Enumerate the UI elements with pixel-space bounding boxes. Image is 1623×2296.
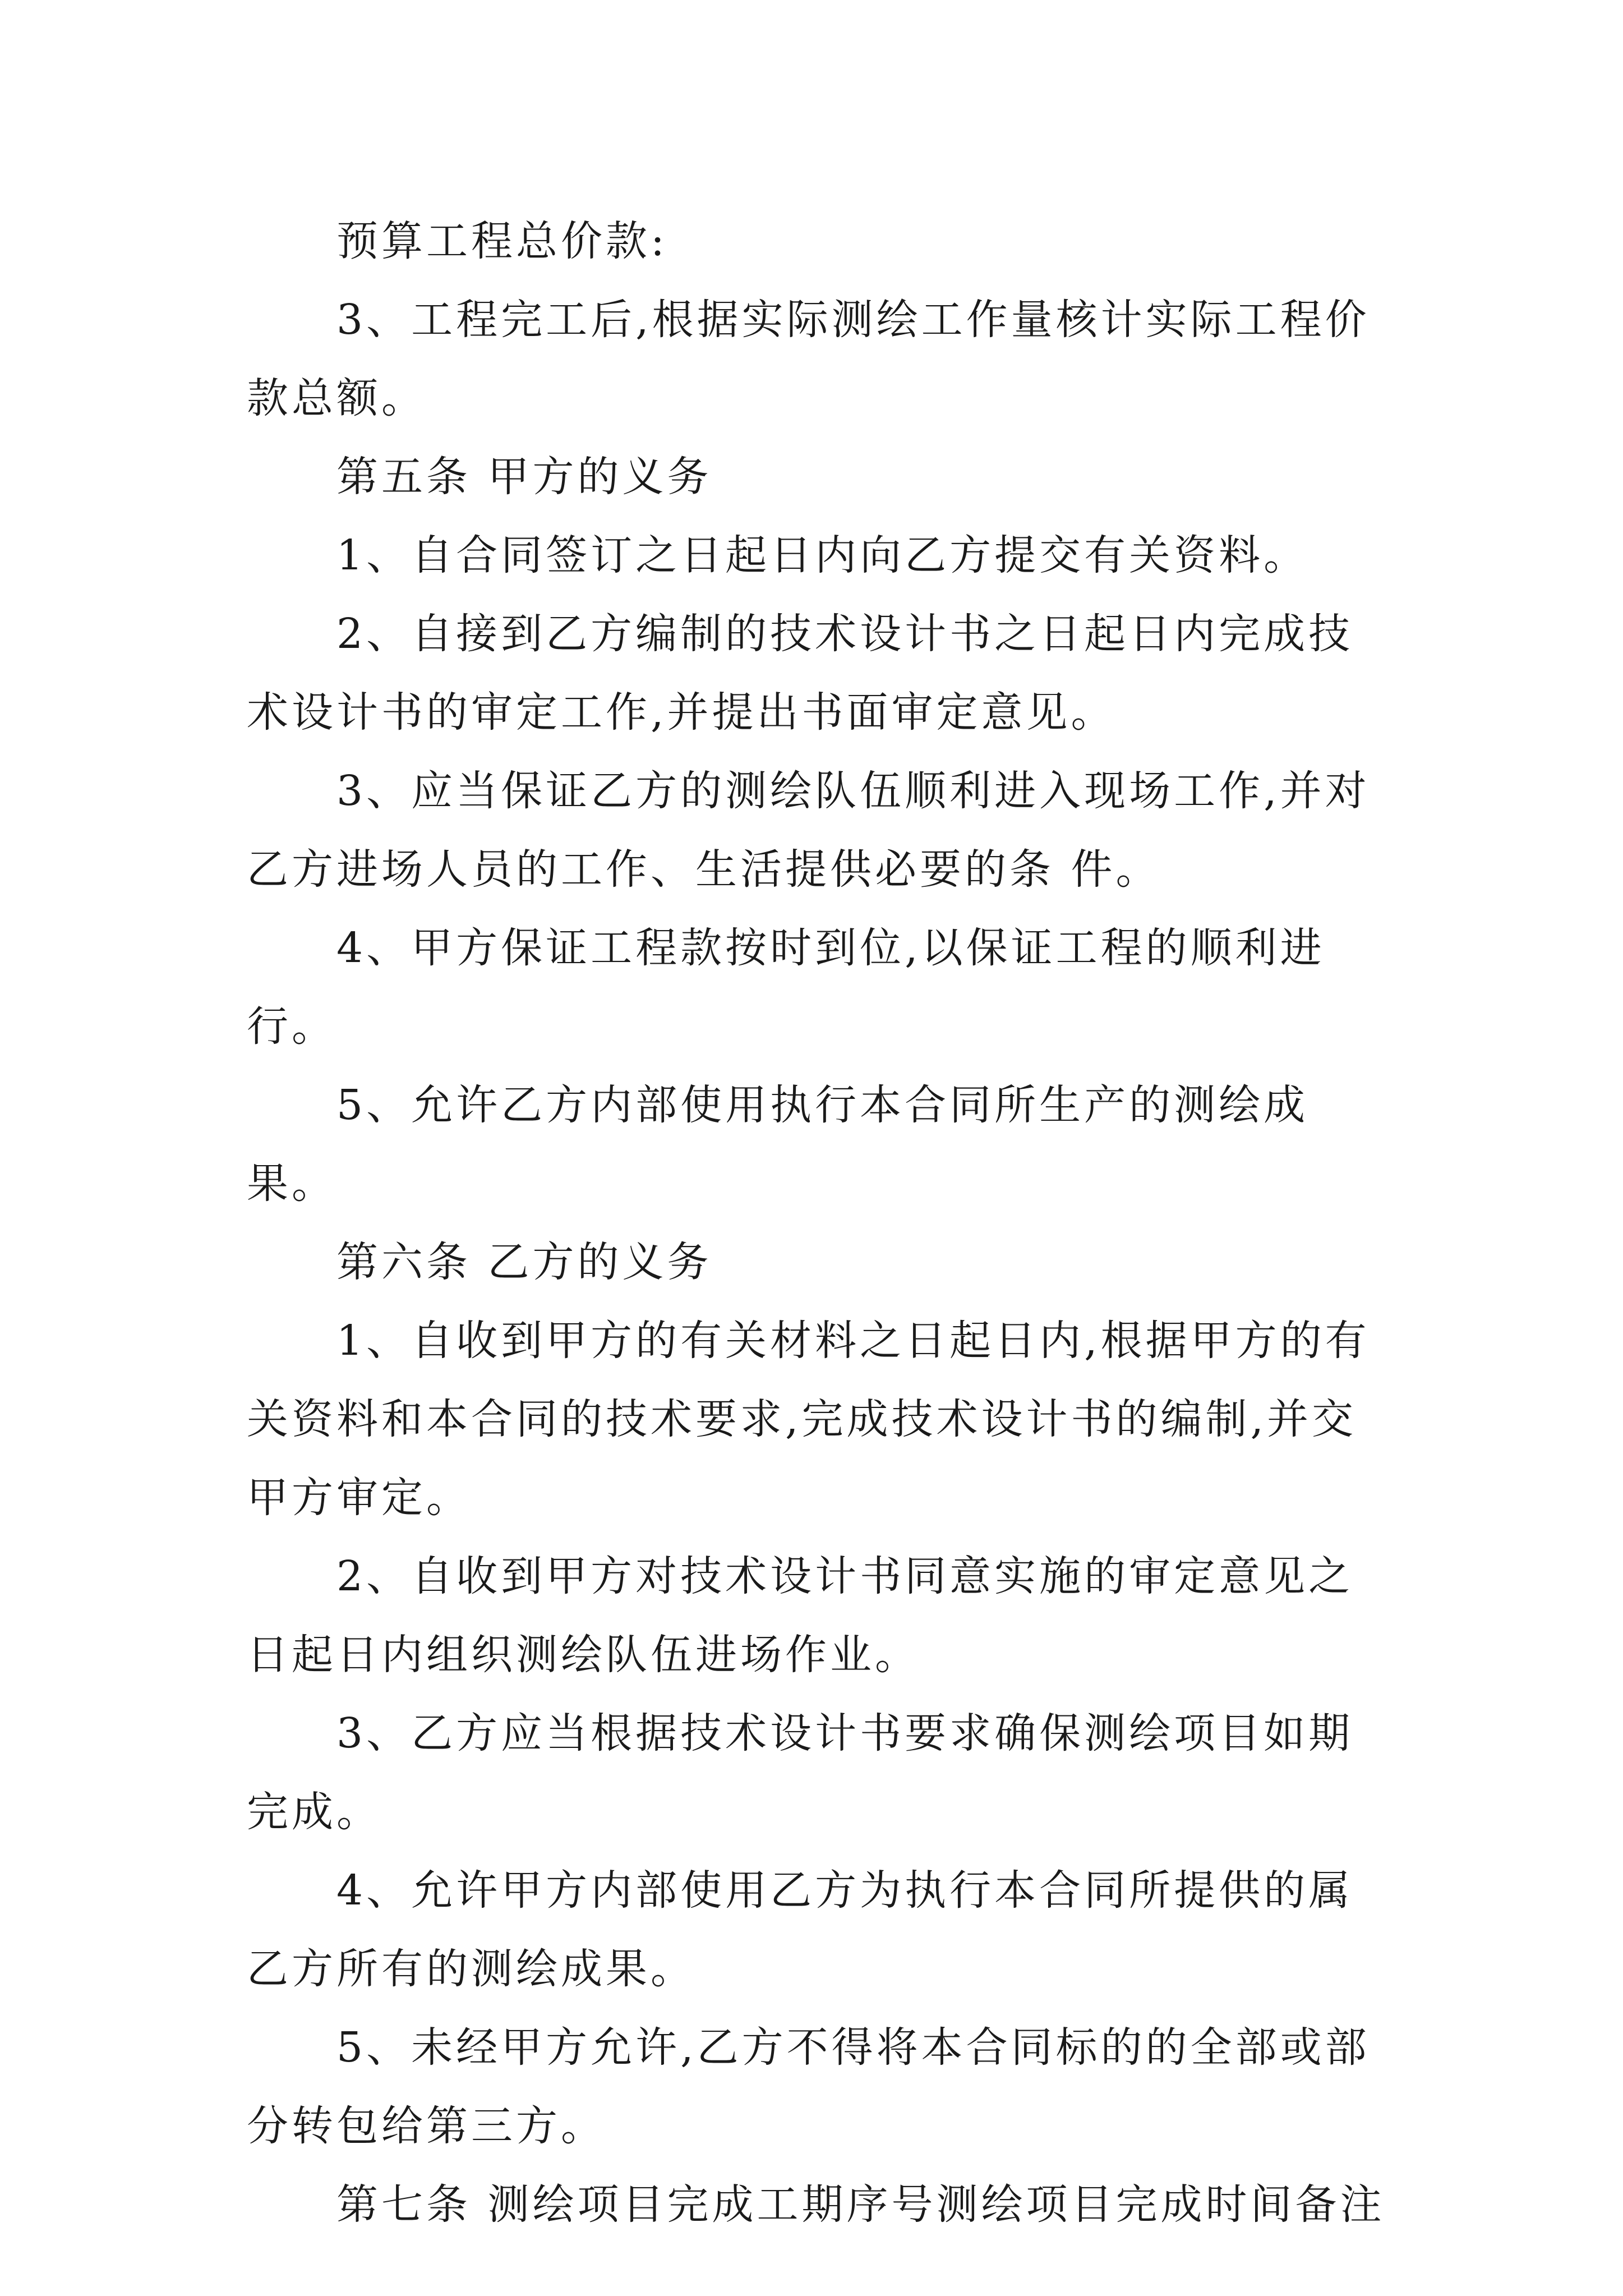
paragraph-article-5-item-3: 3、应当保证乙方的测绘队伍顺利进入现场工作,并对乙方进场人员的工作、生活提供必要的条 件。	[247, 767, 1370, 894]
heading-article-5: 第五条 甲方的义务	[336, 453, 712, 501]
paragraph-budget-total: 预算工程总价款:	[336, 217, 668, 265]
paragraph-clause-4-item-3: 3、工程完工后,根据实际测绘工作量核计实际工程价款总额。	[247, 296, 1370, 422]
paragraph-article-5-item-5: 5、允许乙方内部使用执行本合同所生产的测绘成果。	[247, 1081, 1309, 1208]
paragraph-article-5-item-2: 2、自接到乙方编制的技术设计书之日起日内完成技术设计书的审定工作,并提出书面审定意见。	[247, 610, 1354, 737]
paragraph-article-6-item-3: 3、乙方应当根据技术设计书要求确保测绘项目如期完成。	[247, 1709, 1354, 1836]
paragraph-article-6-item-5: 5、未经甲方允许,乙方不得将本合同标的的全部或部分转包给第三方。	[247, 2023, 1370, 2150]
paragraph-article-5-item-4: 4、甲方保证工程款按时到位,以保证工程的顺利进行。	[247, 924, 1325, 1051]
heading-article-6: 第六条 乙方的义务	[336, 1238, 712, 1286]
paragraph-article-6-item-1: 1、自收到甲方的有关材料之日起日内,根据甲方的有关资料和本合同的技术要求,完成技术设计书的编制,并交甲方审定。	[247, 1317, 1370, 1522]
heading-article-7: 第七条 测绘项目完成工期序号测绘项目完成时间备注	[336, 2180, 1385, 2229]
paragraph-article-6-item-4: 4、允许甲方内部使用乙方为执行本合同所提供的属乙方所有的测绘成果。	[247, 1866, 1354, 1993]
document-body	[247, 202, 1391, 2244]
paragraph-article-5-item-1: 1、自合同签订之日起日内向乙方提交有关资料。	[336, 531, 1309, 579]
paragraph-article-6-item-2: 2、自收到甲方对技术设计书同意实施的审定意见之日起日内组织测绘队伍进场作业。	[247, 1552, 1354, 1679]
